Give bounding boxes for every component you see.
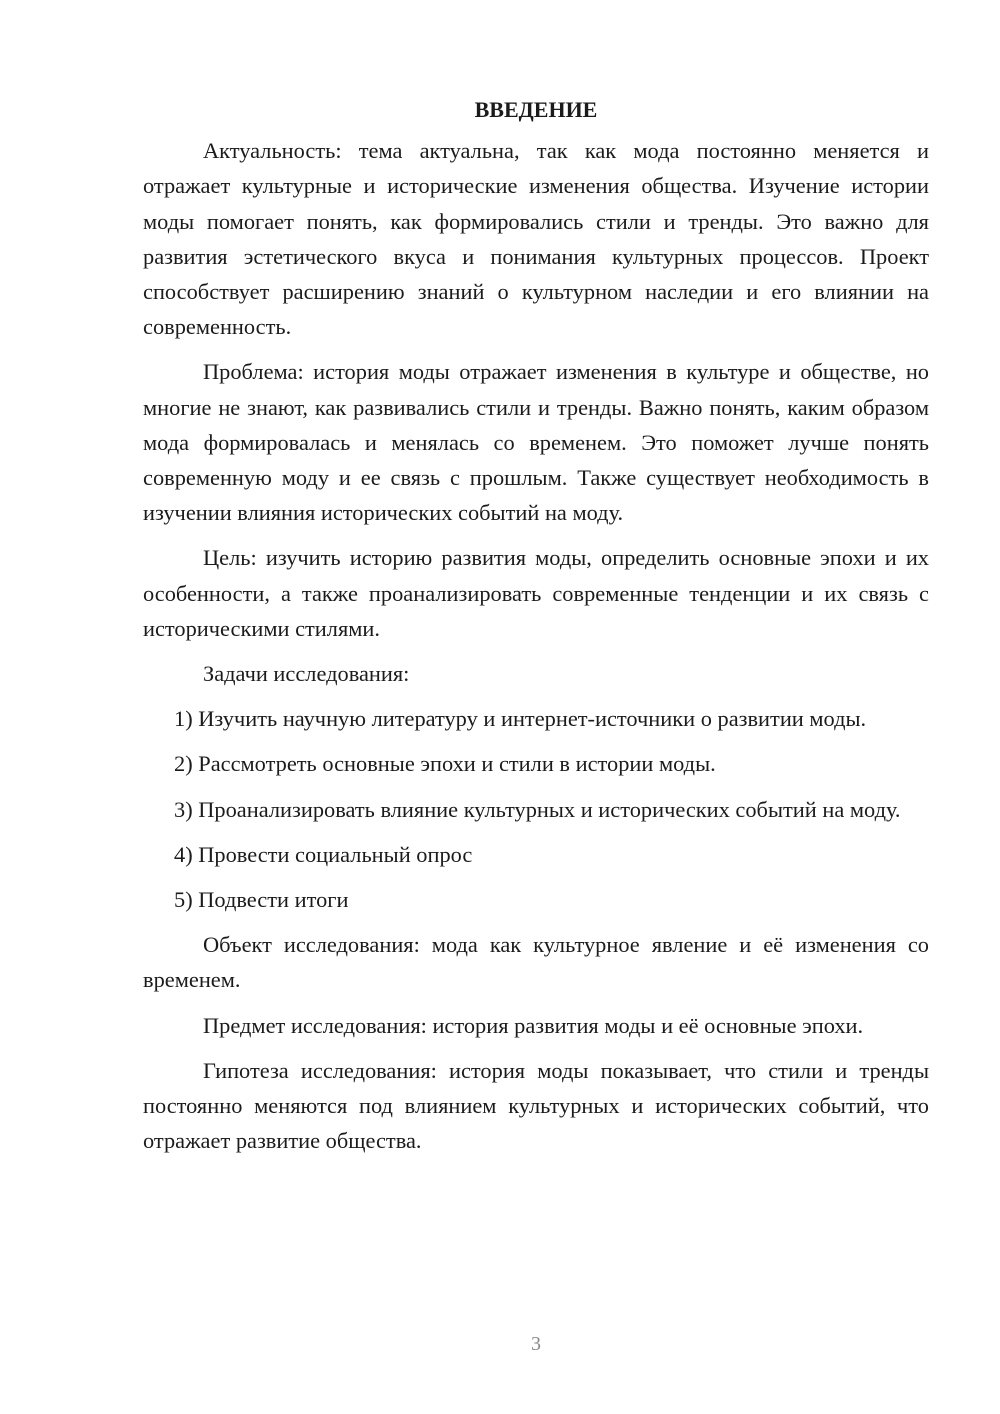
paragraph-hypothesis: Гипотеза исследования: история моды показывает, что стили и тренды постоянно меняются под влиянием культурных и исторических событий, что отражает развитие общества. [143,1057,929,1154]
paragraph-relevance: Актуальность: тема актуальна, так как мода постоянно меняется и отражает культурные и исторические изменения общества. Изучение истории моды помогает понять, как формировались стили и тренды. Это важно для развития эстетического вкуса и понимания культурных процессов. Проект способствует расширению знаний о культурном наследии и его влиянии на современность. [143,138,929,340]
task-item-3: 3) Проанализировать влияние культурных и исторических событий на моду. [174,796,901,822]
task-item-2: 2) Рассмотреть основные эпохи и стили в истории моды. [174,751,716,777]
page-title: ВВЕДЕНИЕ [474,97,598,122]
page-number: 3 [531,1333,541,1355]
paragraph-goal: Цель: изучить историю развития моды, определить основные эпохи и их особенности, а также проанализировать современные тенденции и их связь с историческими стилями. [143,545,929,641]
task-item-5: 5) Подвести итоги [174,887,349,913]
paragraph-problem: Проблема: история моды отражает изменения в культуре и обществе, но многие не знают, как развивались стили и тренды. Важно понять, каким образом мода формировалась и менялась со временем. Это поможет лучше понять современную моду и ее связь с прошлым. Также существует необходимость в изучении влияния исторических событий на моду. [143,359,929,526]
paragraph-tasks-heading: Задачи исследования: [203,661,410,687]
paragraph-subject: Предмет исследования: история развития моды и её основные эпохи. [203,1012,864,1038]
task-item-4: 4) Провести социальный опрос [174,841,473,867]
task-item-1: 1) Изучить научную литературу и интернет-источники о развитии моды. [174,706,867,732]
paragraph-object: Объект исследования: мода как культурное явление и её изменения со временем. [143,932,929,993]
page-content [143,92,929,1168]
